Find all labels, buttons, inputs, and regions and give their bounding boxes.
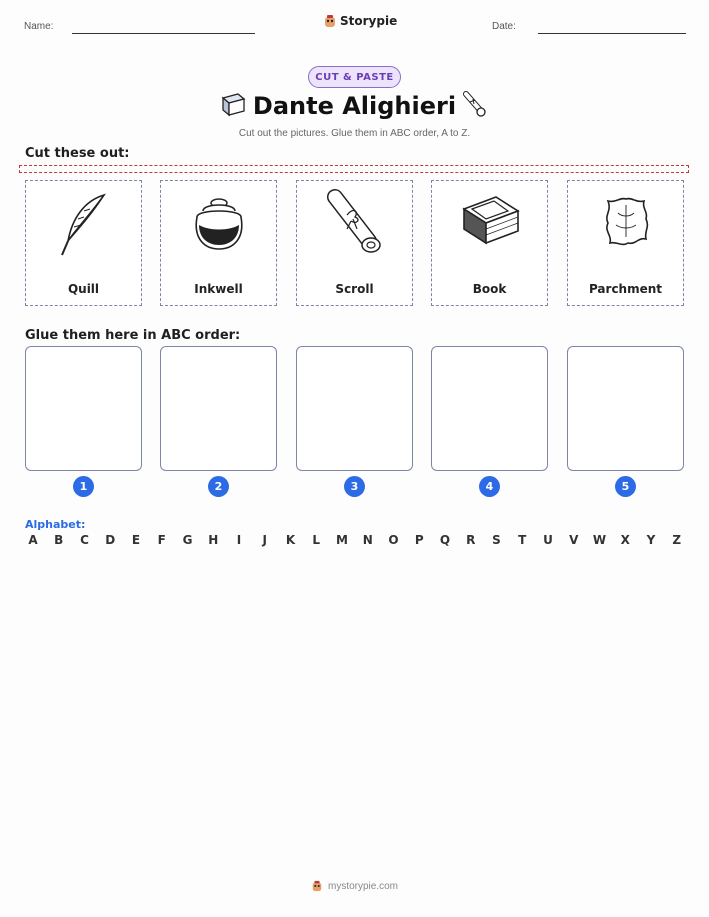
alphabet-letter: V: [569, 533, 579, 547]
scroll-icon: [460, 90, 488, 120]
storypie-mascot-icon: [311, 880, 323, 892]
slot-number-badge: 5: [615, 476, 636, 497]
alphabet-letter: U: [543, 533, 553, 547]
footer-url: mystorypie.com: [327, 880, 398, 892]
card-label: Inkwell: [194, 282, 243, 296]
slot-number-badge: 4: [479, 476, 500, 497]
glue-slot[interactable]: [296, 346, 413, 471]
alphabet-letter: I: [236, 533, 242, 547]
alphabet-letter: X: [620, 533, 630, 547]
card-label: Book: [472, 282, 507, 296]
glue-slot[interactable]: [160, 346, 277, 471]
scroll-icon: [325, 189, 385, 261]
date-label: Date:: [492, 21, 516, 32]
quill-icon: [54, 189, 114, 261]
glue-slot[interactable]: [567, 346, 684, 471]
cut-card-parchment[interactable]: [567, 180, 684, 306]
alphabet-letter: Q: [439, 533, 451, 547]
glue-slot[interactable]: [431, 346, 548, 471]
brand-logo: [323, 14, 397, 28]
alphabet-letter: G: [182, 533, 193, 547]
alphabet-letter: C: [80, 533, 89, 547]
date-line[interactable]: [538, 33, 686, 34]
alphabet-letter: B: [54, 533, 64, 547]
page-title: Dante Alighieri: [252, 92, 457, 120]
alphabet-letter: W: [592, 533, 607, 547]
cut-card-quill[interactable]: [25, 180, 142, 306]
footer: [0, 880, 709, 892]
alphabet-letter: Z: [672, 533, 682, 547]
brand-name: Storypie: [340, 14, 398, 28]
alphabet-letter: M: [336, 533, 348, 547]
alphabet-letter: S: [492, 533, 501, 547]
cut-card-book[interactable]: [431, 180, 548, 306]
slot-number-badge: 2: [208, 476, 229, 497]
inkwell-icon: [189, 189, 249, 261]
glue-section-label: Glue them here in ABC order:: [25, 328, 241, 343]
alphabet-letter: A: [28, 533, 38, 547]
slot-number-badge: 3: [344, 476, 365, 497]
alphabet-letter: H: [208, 533, 219, 547]
cut-paste-badge: CUT & PASTE: [308, 66, 401, 88]
alphabet-letter: Y: [646, 533, 656, 547]
slot-number-badge: 1: [73, 476, 94, 497]
glue-slot[interactable]: [25, 346, 142, 471]
alphabet-letter: F: [157, 533, 166, 547]
alphabet-label: Alphabet:: [25, 518, 86, 531]
instructions: Cut out the pictures. Glue them in ABC order, A to Z.: [238, 128, 471, 139]
name-label: Name:: [24, 21, 54, 32]
cut-card-inkwell[interactable]: [160, 180, 277, 306]
alphabet-letter: D: [105, 533, 116, 547]
alphabet-letter: P: [414, 533, 424, 547]
card-label: Scroll: [335, 282, 374, 296]
parchment-icon: [596, 189, 656, 261]
alphabet-letter: E: [131, 533, 141, 547]
alphabet-letter: T: [518, 533, 527, 547]
alphabet-letter: R: [466, 533, 476, 547]
alphabet-letter: O: [388, 533, 399, 547]
cut-card-scroll[interactable]: [296, 180, 413, 306]
alphabet-row: [25, 533, 685, 547]
alphabet-letter: J: [262, 533, 267, 547]
alphabet-letter: L: [312, 533, 321, 547]
card-label: Quill: [67, 282, 100, 296]
storypie-mascot-icon: [323, 14, 337, 28]
cut-section-label: Cut these out:: [25, 146, 130, 161]
name-line[interactable]: [72, 33, 255, 34]
alphabet-letter: N: [362, 533, 373, 547]
card-label: Parchment: [588, 282, 663, 296]
alphabet-letter: K: [285, 533, 296, 547]
cut-line: [19, 165, 689, 173]
book-icon: [460, 189, 520, 261]
